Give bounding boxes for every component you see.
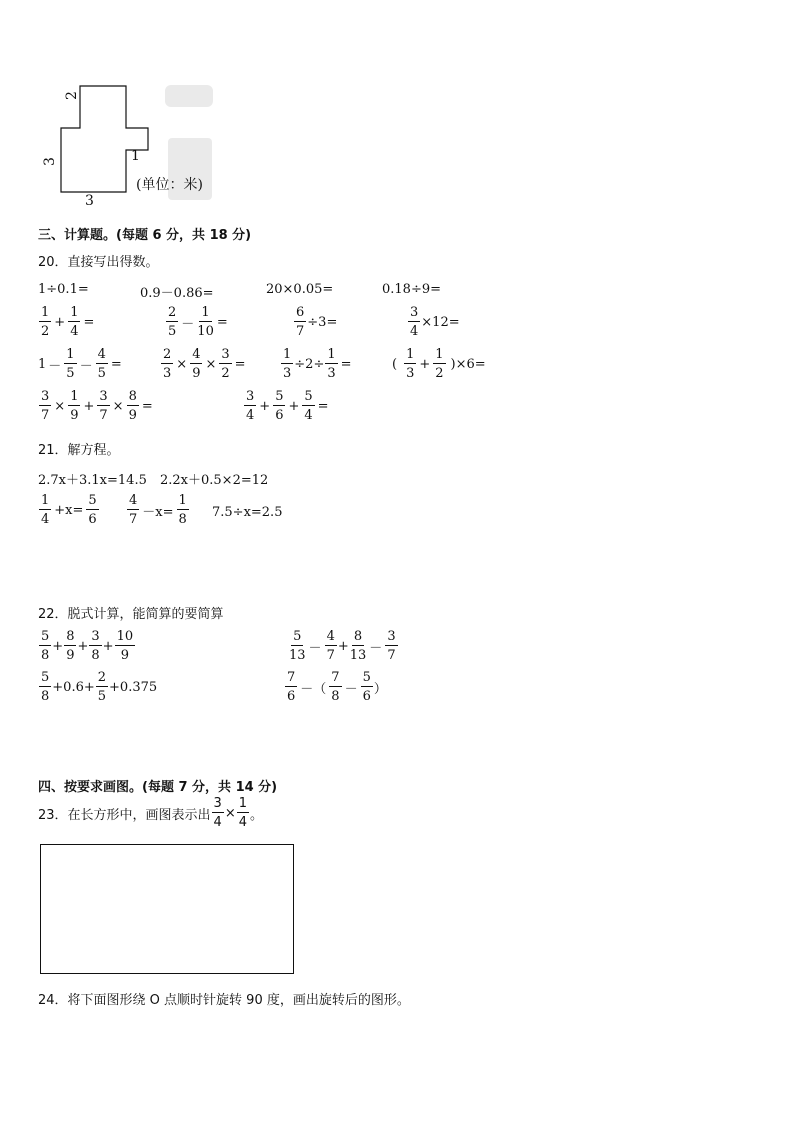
fraction: $\frac{1}{10}$ <box>197 305 214 339</box>
fraction: $\frac{1}{2}$ <box>435 347 444 381</box>
fraction: 4 7 <box>129 493 138 527</box>
q22-title: 22．脱式计算，能简算的要简算 <box>38 607 224 622</box>
q20-item-14: 3 4 + $\frac{5}{6}$ + $\frac{5}{4}$ = <box>246 389 329 423</box>
fraction: $\frac{2}{5}$ <box>97 670 107 704</box>
fraction: $\frac{1}{4}$ <box>238 796 248 830</box>
fraction: 5 8 <box>41 629 50 663</box>
q20-item-13: $\frac{3}{7}$ × $\frac{1}{9}$ + $\frac{3}{7}$ × $\frac{8}{9}$ = <box>41 389 153 423</box>
fraction: $\frac{1}{4}$ <box>70 305 79 339</box>
fraction: $\frac{3}{2}$ <box>221 347 230 381</box>
q20-item-11: $\frac{1}{3}$ ÷2÷ $\frac{1}{3}$ = <box>283 347 352 381</box>
fraction: 3 4 <box>246 389 255 423</box>
fraction: $\frac{2}{3}$ <box>163 347 172 381</box>
q22-expr-1: 5 8 + $\frac{8}{9}$ + $\frac{3}{8}$ + $\frac{10}{9}$ <box>41 629 134 663</box>
fraction: 1 5 <box>66 347 75 381</box>
q20-item-1: 1÷0.1= <box>38 282 89 297</box>
fraction: $\frac{5}{6}$ <box>275 389 284 423</box>
q21-eq5: 7.5÷x=2.5 <box>212 505 283 520</box>
q22-expr-3: 5 8 +0.6+ $\frac{2}{5}$ +0.375 <box>41 670 158 704</box>
label-right: 1 <box>131 148 140 164</box>
fraction: 5 6 <box>362 670 371 704</box>
fraction: $\frac{5}{4}$ <box>304 389 313 423</box>
q20-item-8: $\frac{3}{4}$ ×12= <box>410 305 460 339</box>
label-top-left: 2 <box>64 91 80 100</box>
section4-heading: 四、按要求画图。(每题 7 分，共 14 分) <box>38 780 278 795</box>
fraction: $\frac{10}{9}$ <box>116 629 134 663</box>
q20-item-2: 0.9－0.86= <box>140 286 214 301</box>
q20-item-7: $\frac{6}{7}$ ÷3= <box>296 305 338 339</box>
polygon-shape <box>61 86 148 192</box>
fraction: $\frac{1}{8}$ <box>178 493 187 527</box>
fraction: $\frac{3}{7}$ <box>41 389 50 423</box>
q20-item-12: ( 1 3 + $\frac{1}{2}$ )×6= <box>392 347 486 381</box>
fraction: $\frac{5}{6}$ <box>88 493 97 527</box>
fraction: $\frac{8}{9}$ <box>66 629 75 663</box>
q24-title: 24．将下面图形绕 O 点顺时针旋转 90 度，画出旋转后的图形。 <box>38 993 410 1008</box>
q20-item-6: 2 5 － $\frac{1}{10}$ = <box>168 305 228 339</box>
q21-eq4: 4 7 －x= $\frac{1}{8}$ <box>129 493 187 527</box>
q23-title: 23．在长方形中，画图表示出 $\frac{3}{4}$ × $\frac{1}{4}$ 。 <box>38 796 264 830</box>
fraction: 2 5 <box>168 305 177 339</box>
section3-heading: 三、计算题。(每题 6 分，共 18 分) <box>38 228 252 243</box>
q21-eq3: 1 4 +x= $\frac{5}{6}$ <box>41 493 97 527</box>
q20-item-5: 1 2 + $\frac{1}{4}$ = <box>41 305 95 339</box>
fraction: $\frac{4}{9}$ <box>192 347 201 381</box>
fraction: $\frac{1}{9}$ <box>70 389 79 423</box>
q20-title: 20．直接写出得数。 <box>38 255 159 270</box>
q21-title: 21．解方程。 <box>38 443 120 458</box>
fraction: $\frac{4}{5}$ <box>97 347 106 381</box>
label-left: 3 <box>42 157 58 166</box>
fraction: $\frac{8}{9}$ <box>128 389 137 423</box>
q21-eq1: 2.7x＋3.1x=14.5 <box>38 473 147 488</box>
fraction: 5 13 <box>289 629 306 663</box>
q20-item-10: $\frac{2}{3}$ × $\frac{4}{9}$ × $\frac{3}{2}$ = <box>163 347 246 381</box>
fraction: 1 4 <box>41 493 50 527</box>
fraction: 1 2 <box>41 305 50 339</box>
q22-expr-4: 7 6 －（ 7 8 － 5 6 ） <box>287 670 387 704</box>
fraction: 3 7 <box>387 629 396 663</box>
fraction: 1 3 <box>406 347 415 381</box>
q21-eq2: 2.2x＋0.5×2=12 <box>160 473 269 488</box>
fraction: 7 6 <box>287 670 296 704</box>
fraction: $\frac{6}{7}$ <box>296 305 305 339</box>
fraction: 5 8 <box>41 670 50 704</box>
fraction: $\frac{3}{4}$ <box>410 305 419 339</box>
fraction: 7 8 <box>331 670 340 704</box>
fraction: $\frac{1}{3}$ <box>327 347 336 381</box>
fraction: $\frac{8}{13}$ <box>349 629 367 663</box>
unit-label: (单位：米) <box>136 177 203 193</box>
fraction: $\frac{3}{4}$ <box>213 796 222 830</box>
q20-item-3: 20×0.05= <box>266 282 334 297</box>
fraction: $\frac{3}{8}$ <box>91 629 100 663</box>
label-bottom: 3 <box>85 193 94 209</box>
drawing-rectangle <box>40 844 294 974</box>
q22-expr-2: 5 13 － 4 7 + $\frac{8}{13}$ － 3 7 <box>289 629 396 663</box>
fraction: $\frac{3}{7}$ <box>99 389 108 423</box>
fraction: 4 7 <box>326 629 335 663</box>
q20-item-4: 0.18÷9= <box>382 282 442 297</box>
fraction: $\frac{1}{3}$ <box>283 347 292 381</box>
q20-item-9: 1 － 1 5 － $\frac{4}{5}$ = <box>38 347 122 381</box>
